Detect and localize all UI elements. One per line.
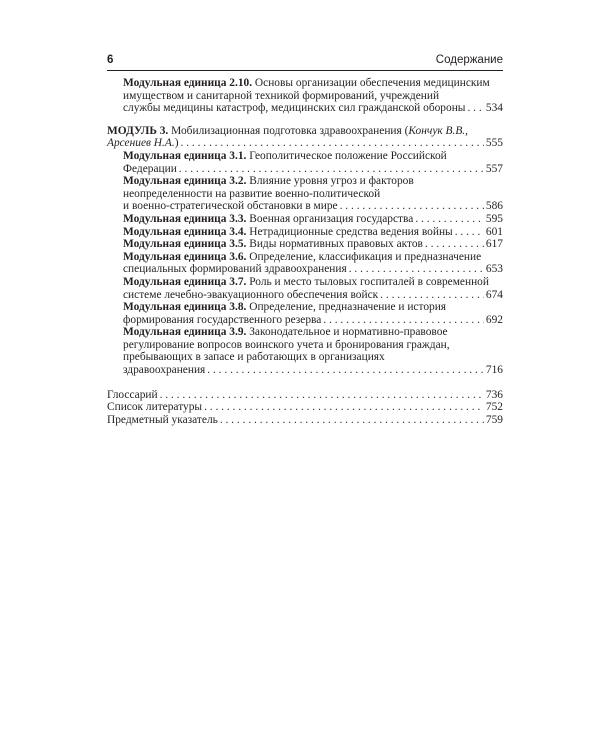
- entry-title-line: Определение, классификация и предназначение: [246, 250, 482, 263]
- entry-label: Модульная единица 3.8.: [123, 301, 247, 314]
- header-rule: [107, 70, 503, 71]
- entry-title-line: Основы организации обеспечения медицинским: [252, 77, 490, 89]
- entry-title-line: и военно-стратегической обстановки в мире: [123, 200, 338, 213]
- toc-entry-3-8[interactable]: [123, 301, 503, 326]
- entry-page-number: 557: [485, 162, 503, 175]
- running-title: Содержание: [435, 54, 503, 66]
- entry-page-number: 716: [485, 364, 503, 377]
- entry-page-number: 617: [485, 238, 503, 251]
- entry-page-number: 601: [485, 225, 503, 238]
- entry-page-number: 595: [485, 212, 503, 225]
- toc-references[interactable]: [107, 401, 503, 414]
- page-number: 6: [107, 54, 114, 66]
- dot-leader: [323, 314, 484, 327]
- toc-entry-3-7[interactable]: [123, 276, 503, 301]
- entry-label: Модульная единица 2.10.: [123, 77, 253, 89]
- toc-entry-3-4[interactable]: [123, 226, 503, 239]
- entry-page-number: 653: [485, 263, 503, 276]
- module-authors: Кончук В.В.,: [408, 124, 469, 137]
- dot-leader: [340, 200, 484, 213]
- dot-leader: [160, 389, 484, 402]
- toc-entry-3-3[interactable]: [123, 213, 503, 226]
- entry-title-line: пребывающих в запасе и работающих в организациях: [123, 351, 385, 364]
- entry-label: Модульная единица 3.6.: [123, 250, 247, 263]
- entry-page-number: 736: [485, 388, 503, 401]
- entry-title-line: Список литературы: [107, 401, 203, 414]
- page-header: [107, 54, 503, 70]
- entry-title-line: регулирование вопросов воинского учета и бронирования граждан,: [123, 338, 450, 351]
- entry-label: Модульная единица 3.3.: [123, 212, 247, 225]
- entry-title-line: Геополитическое положение Российской: [246, 149, 447, 162]
- toc-entry-3-1[interactable]: [123, 150, 503, 175]
- entry-title-line: неопределенности на развитие военно-политической: [123, 187, 381, 200]
- dot-leader: [467, 102, 483, 115]
- toc-subject-index[interactable]: [107, 414, 503, 427]
- entry-label: Модульная единица 3.4.: [123, 225, 247, 238]
- entry-page-number: 752: [485, 401, 503, 414]
- entry-title-line: Определение, предназначение и история: [246, 301, 447, 314]
- module-authors: Арсениев Н.А.: [107, 137, 175, 150]
- entry-page-number: 692: [485, 313, 503, 326]
- entry-page-number: 586: [485, 200, 503, 213]
- dot-leader: [415, 213, 484, 226]
- entry-page-number: 759: [485, 413, 503, 426]
- dot-leader: [380, 289, 484, 302]
- dot-leader: [207, 364, 484, 377]
- entry-title-line: Законодательное и нормативно-правовое: [246, 326, 448, 339]
- entry-page-number: 555: [485, 137, 503, 150]
- toc-entry-2-10[interactable]: [123, 77, 503, 115]
- entry-page-number: 534: [485, 102, 503, 115]
- entry-title-line: Нетрадиционные средства ведения войны: [246, 225, 453, 238]
- entry-title-line: системе лечебно-эвакуационного обеспечения войск: [123, 288, 379, 301]
- entry-title-line: Предметный указатель: [107, 413, 218, 426]
- dot-leader: [220, 414, 484, 427]
- entry-title-line: Влияние уровня угроз и факторов: [246, 175, 414, 188]
- dot-leader: [455, 226, 484, 239]
- module-label: МОДУЛЬ 3.: [107, 124, 169, 137]
- table-of-contents: [107, 77, 503, 426]
- entry-label: Модульная единица 3.1.: [123, 149, 247, 162]
- module-title: Мобилизационная подготовка здравоохранения (: [168, 124, 409, 137]
- dot-leader: [204, 401, 484, 414]
- dot-leader: [180, 137, 483, 150]
- toc-entry-3-5[interactable]: [123, 238, 503, 251]
- dot-leader: [179, 163, 484, 176]
- module-close-paren: ): [174, 137, 179, 150]
- entry-label: Модульная единица 3.7.: [123, 275, 247, 288]
- entry-title-line: формирования государственного резерва: [123, 313, 322, 326]
- toc-entry-3-9[interactable]: [123, 326, 503, 376]
- entry-title-line: службы медицины катастроф, медицинских сил гражданской обороны: [123, 102, 466, 115]
- entry-title-line: Виды нормативных правовых актов: [246, 238, 423, 251]
- toc-glossary[interactable]: [107, 389, 503, 402]
- entry-title-line: Военная организация государства: [246, 212, 414, 225]
- entry-title-line: Глоссарий: [107, 388, 158, 401]
- entry-label: Модульная единица 3.5.: [123, 238, 247, 251]
- dot-leader: [349, 263, 484, 276]
- entry-title-line: специальных формирований здравоохранения: [123, 263, 347, 276]
- entry-title-line: имуществом и санитарной техникой формирований, учреждений: [123, 89, 440, 102]
- toc-module-3[interactable]: [107, 125, 503, 150]
- entry-label: Модульная единица 3.2.: [123, 175, 247, 188]
- entry-page-number: 674: [485, 288, 503, 301]
- dot-leader: [425, 238, 484, 251]
- entry-title-line: Роль и место тыловых госпиталей в современной: [246, 275, 489, 288]
- toc-entry-3-2[interactable]: [123, 175, 503, 213]
- entry-label: Модульная единица 3.9.: [123, 326, 247, 339]
- toc-entry-3-6[interactable]: [123, 251, 503, 276]
- entry-title-line: здравоохранения: [123, 364, 206, 377]
- entry-title-line: Федерации: [123, 162, 177, 175]
